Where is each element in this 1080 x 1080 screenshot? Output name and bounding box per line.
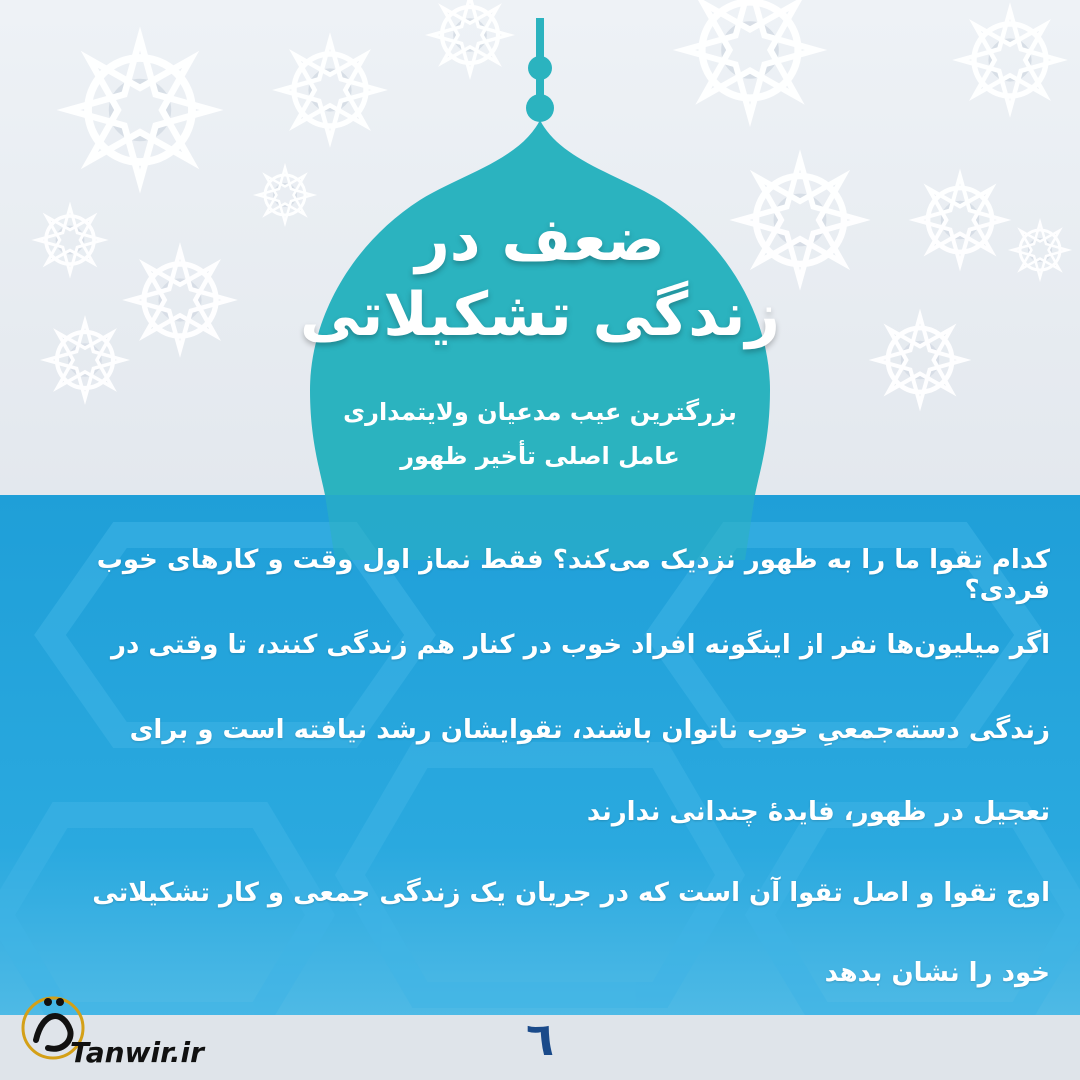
body-line-3: زندگی دسته‌جمعیِ خوب ناتوان باشند، تقوایشان رشد نیافته است و برای (129, 715, 1050, 745)
body-line-5: اوج تقوا و اصل تقوا آن است که در جریان یک زندگی جمعی و کار تشکیلاتی (92, 878, 1050, 908)
body-line-4: تعجیل در ظهور، فایدهٔ چندانی ندارند (586, 797, 1050, 827)
page-number: ٦ (525, 1012, 555, 1066)
subtitle-line-1: بزرگترین عیب مدعیان ولایتمداری (343, 398, 737, 426)
logo-text[interactable]: Tanwir.ir (70, 1036, 204, 1069)
body-line-2: اگر میلیون‌ها نفر از اینگونه افراد خوب در کنار هم زندگی کنند، تا وقتی در (111, 630, 1050, 660)
title-line-2: زندگی تشکیلاتی (300, 280, 780, 350)
subtitle-line-2: عامل اصلی تأخیر ظهور (400, 442, 680, 470)
title-line-1: ضعف در (415, 205, 665, 275)
body-line-6: خود را نشان بدهد (824, 958, 1050, 988)
body-line-1: کدام تقوا ما را به ظهور نزدیک می‌کند؟ فقط نماز اول وقت و کارهای خوب فردی؟ (96, 545, 1050, 605)
